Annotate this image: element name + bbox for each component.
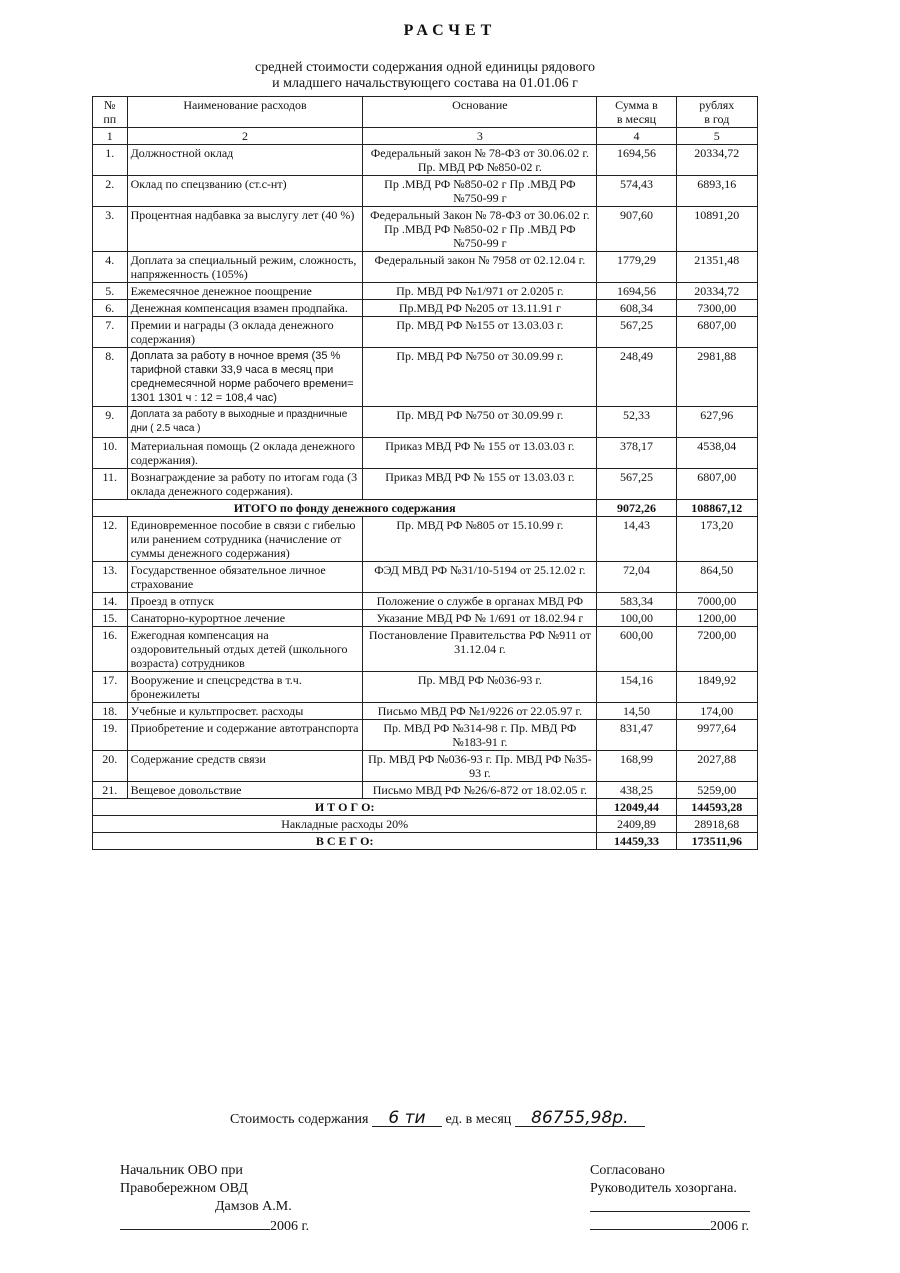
row-basis: ФЭД МВД РФ №31/10-5194 от 25.12.02 г.	[363, 562, 597, 593]
row-name: Проезд в отпуск	[127, 593, 363, 610]
row-year: 10891,20	[676, 207, 757, 252]
row-year: 20334,72	[676, 145, 757, 176]
row-number: 1.	[93, 145, 128, 176]
total-label: И Т О Г О:	[93, 799, 597, 816]
table-row	[93, 283, 758, 300]
sig-right-line1: Согласовано	[590, 1163, 665, 1178]
sig-right-line2: Руководитель хозоргана.	[590, 1181, 737, 1196]
header-name: Наименование расходов	[127, 97, 363, 128]
row-number: 17.	[93, 672, 128, 703]
row-year: 1200,00	[676, 610, 757, 627]
table-row	[93, 720, 758, 751]
col-number-3: 3	[363, 128, 597, 145]
row-basis: Пр. МВД РФ №036-93 г. Пр. МВД РФ №35-93 г.	[363, 751, 597, 782]
col-number-1: 1	[93, 128, 128, 145]
row-month: 1694,56	[597, 145, 676, 176]
header-rub: рублях в год	[676, 97, 757, 128]
table-row	[93, 610, 758, 627]
row-month: 154,16	[597, 672, 676, 703]
sig-right-date-line	[590, 1216, 750, 1236]
row-name: Премии и награды (3 оклада денежного содержания)	[127, 317, 363, 348]
row-month: 52,33	[597, 407, 676, 438]
table-row	[93, 627, 758, 672]
grand-total-label: В С Е Г О:	[93, 833, 597, 850]
row-month: 248,49	[597, 348, 676, 407]
row-month: 567,25	[597, 317, 676, 348]
row-name: Единовременное пособие в связи с гибелью или ранением сотрудника (начисление от суммы денежного содержания)	[127, 517, 363, 562]
row-name: Доплата за работу в ночное время (35 % тарифной ставки 33,9 часа в месяц при среднемесячной норме рабочего времени= 1301 1301 ч : 12 = 108,4 час)	[127, 348, 363, 407]
row-basis: Федеральный закон № 78-ФЗ от 30.06.02 г. Пр. МВД РФ №850-02 г.	[363, 145, 597, 176]
row-year: 2981,88	[676, 348, 757, 407]
row-name: Должностной оклад	[127, 145, 363, 176]
sig-left-line1: Начальник ОВО при	[120, 1163, 243, 1178]
subtitle-line-1: средней стоимости содержания одной единицы рядового	[255, 60, 595, 75]
row-number: 4.	[93, 252, 128, 283]
row-number: 10.	[93, 438, 128, 469]
row-month: 567,25	[597, 469, 676, 500]
row-year: 6893,16	[676, 176, 757, 207]
grand-total-row	[93, 833, 758, 850]
row-number: 14.	[93, 593, 128, 610]
row-basis: Пр. МВД РФ №750 от 30.09.99 г.	[363, 348, 597, 407]
row-month: 1694,56	[597, 283, 676, 300]
row-name: Вещевое довольствие	[127, 782, 363, 799]
row-basis: Положение о службе в органах МВД РФ	[363, 593, 597, 610]
row-year: 4538,04	[676, 438, 757, 469]
table-row	[93, 145, 758, 176]
row-basis: Указание МВД РФ № 1/691 от 18.02.94 г	[363, 610, 597, 627]
row-name: Материальная помощь (2 оклада денежного содержания).	[127, 438, 363, 469]
row-name: Доплата за работу в выходные и праздничные дни ( 2.5 часа )	[127, 407, 363, 438]
row-number: 2.	[93, 176, 128, 207]
subtotal-row	[93, 500, 758, 517]
overhead-month: 2409,89	[597, 816, 676, 833]
col-number-5: 5	[676, 128, 757, 145]
row-year: 7000,00	[676, 593, 757, 610]
row-basis: Письмо МВД РФ №1/9226 от 22.05.97 г.	[363, 703, 597, 720]
subtitle-line-2: и младшего начальствующего состава на 01.01.06 г	[272, 76, 578, 91]
row-year: 173,20	[676, 517, 757, 562]
row-number: 6.	[93, 300, 128, 317]
row-number: 11.	[93, 469, 128, 500]
table-row	[93, 207, 758, 252]
row-year: 2027,88	[676, 751, 757, 782]
row-name: Приобретение и содержание автотранспорта	[127, 720, 363, 751]
table-row	[93, 703, 758, 720]
row-month: 100,00	[597, 610, 676, 627]
row-number: 3.	[93, 207, 128, 252]
overhead-label: Накладные расходы 20%	[93, 816, 597, 833]
row-basis: Пр. МВД РФ №1/971 от 2.0205 г.	[363, 283, 597, 300]
row-name: Вооружение и спецсредства в т.ч. бронежилеты	[127, 672, 363, 703]
row-number: 15.	[93, 610, 128, 627]
table-row	[93, 517, 758, 562]
document-title: РАСЧЕТ	[403, 22, 497, 39]
row-month: 907,60	[597, 207, 676, 252]
row-year: 5259,00	[676, 782, 757, 799]
row-month: 14,50	[597, 703, 676, 720]
col-number-4: 4	[597, 128, 676, 145]
header-row	[93, 97, 758, 128]
grand-total-year: 173511,96	[676, 833, 757, 850]
row-number: 12.	[93, 517, 128, 562]
row-name: Вознаграждение за работу по итогам года (3 оклада денежного содержания).	[127, 469, 363, 500]
row-number: 21.	[93, 782, 128, 799]
document-subtitle	[0, 60, 850, 92]
row-year: 174,00	[676, 703, 757, 720]
sig-left-date-line	[120, 1216, 309, 1236]
cost-table	[92, 96, 758, 850]
row-basis: Приказ МВД РФ № 155 от 13.03.03 г.	[363, 469, 597, 500]
table-row	[93, 751, 758, 782]
row-month: 583,34	[597, 593, 676, 610]
row-name: Учебные и культпросвет. расходы	[127, 703, 363, 720]
cost-line	[230, 1110, 645, 1128]
sig-left-line2: Правобережном ОВД	[120, 1181, 248, 1196]
row-number: 5.	[93, 283, 128, 300]
row-year: 21351,48	[676, 252, 757, 283]
signature-left	[120, 1162, 309, 1236]
overhead-year: 28918,68	[676, 816, 757, 833]
row-number: 19.	[93, 720, 128, 751]
table-row	[93, 672, 758, 703]
column-numbers-row	[93, 128, 758, 145]
row-basis: Приказ МВД РФ № 155 от 13.03.03 г.	[363, 438, 597, 469]
row-basis: Пр. МВД РФ №036-93 г.	[363, 672, 597, 703]
row-year: 1849,92	[676, 672, 757, 703]
signature-blank	[120, 1216, 270, 1230]
row-month: 574,43	[597, 176, 676, 207]
subtotal-month: 9072,26	[597, 500, 676, 517]
row-name: Государственное обязательное личное страхование	[127, 562, 363, 593]
row-number: 20.	[93, 751, 128, 782]
row-basis: Федеральный Закон № 78-ФЗ от 30.06.02 г. Пр .МВД РФ №850-02 г Пр .МВД РФ №750-99 г	[363, 207, 597, 252]
row-month: 438,25	[597, 782, 676, 799]
row-month: 14,43	[597, 517, 676, 562]
table-row	[93, 252, 758, 283]
subtotal-year: 108867,12	[676, 500, 757, 517]
signature-right	[590, 1162, 750, 1236]
total-row	[93, 799, 758, 816]
row-month: 831,47	[597, 720, 676, 751]
row-basis: Федеральный закон № 7958 от 02.12.04 г.	[363, 252, 597, 283]
row-number: 7.	[93, 317, 128, 348]
sig-left-date: 2006 г.	[270, 1219, 310, 1234]
row-year: 864,50	[676, 562, 757, 593]
cost-prefix: Стоимость содержания	[230, 1112, 369, 1127]
row-number: 8.	[93, 348, 128, 407]
col-number-2: 2	[127, 128, 363, 145]
cost-middle: ед. в месяц	[445, 1112, 512, 1127]
row-year: 9977,64	[676, 720, 757, 751]
row-name: Ежегодная компенсация на оздоровительный отдых детей (школьного возраста) сотрудников	[127, 627, 363, 672]
row-number: 16.	[93, 627, 128, 672]
header-basis: Основание	[363, 97, 597, 128]
row-basis: Пр. МВД РФ №750 от 30.09.99 г.	[363, 407, 597, 438]
row-name: Ежемесячное денежное поощрение	[127, 283, 363, 300]
row-name: Доплата за специальный режим, сложность, напряженность (105%)	[127, 252, 363, 283]
row-month: 608,34	[597, 300, 676, 317]
handwritten-amount: 86755,98р.	[515, 1110, 645, 1127]
date-blank	[590, 1216, 710, 1230]
row-number: 18.	[93, 703, 128, 720]
row-name: Санаторно-курортное лечение	[127, 610, 363, 627]
row-number: 13.	[93, 562, 128, 593]
table-row	[93, 176, 758, 207]
row-month: 1779,29	[597, 252, 676, 283]
row-year: 6807,00	[676, 317, 757, 348]
header-no: № пп	[93, 97, 128, 128]
table-row	[93, 782, 758, 799]
signature-blank	[590, 1198, 750, 1212]
row-month: 378,17	[597, 438, 676, 469]
table-row	[93, 348, 758, 407]
row-name: Денежная компенсация взамен продпайка.	[127, 300, 363, 317]
row-name: Оклад по спецзванию (ст.с-нт)	[127, 176, 363, 207]
overhead-row	[93, 816, 758, 833]
table-row	[93, 407, 758, 438]
row-year: 6807,00	[676, 469, 757, 500]
row-basis: Письмо МВД РФ №26/6-872 от 18.02.05 г.	[363, 782, 597, 799]
sig-right-date: 2006 г.	[710, 1219, 750, 1234]
row-year: 7200,00	[676, 627, 757, 672]
handwritten-units: 6 ти	[372, 1110, 442, 1127]
table-row	[93, 469, 758, 500]
row-month: 168,99	[597, 751, 676, 782]
table-row	[93, 562, 758, 593]
row-year: 627,96	[676, 407, 757, 438]
row-year: 20334,72	[676, 283, 757, 300]
row-basis: Пр .МВД РФ №850-02 г Пр .МВД РФ №750-99 г	[363, 176, 597, 207]
row-month: 72,04	[597, 562, 676, 593]
grand-total-month: 14459,33	[597, 833, 676, 850]
row-name: Содержание средств связи	[127, 751, 363, 782]
row-basis: Пр. МВД РФ №314-98 г. Пр. МВД РФ №183-91 г.	[363, 720, 597, 751]
table-row	[93, 300, 758, 317]
row-basis: Постановление Правительства РФ №911 от 31.12.04 г.	[363, 627, 597, 672]
total-year: 144593,28	[676, 799, 757, 816]
row-basis: Пр. МВД РФ №155 от 13.03.03 г.	[363, 317, 597, 348]
row-month: 600,00	[597, 627, 676, 672]
row-basis: Пр. МВД РФ №805 от 15.10.99 г.	[363, 517, 597, 562]
row-name: Процентная надбавка за выслугу лет (40 %)	[127, 207, 363, 252]
row-basis: Пр.МВД РФ №205 от 13.11.91 г	[363, 300, 597, 317]
subtotal-label: ИТОГО по фонду денежного содержания	[93, 500, 597, 517]
table-row	[93, 438, 758, 469]
table-row	[93, 317, 758, 348]
table-row	[93, 593, 758, 610]
total-month: 12049,44	[597, 799, 676, 816]
sig-left-name: Дамзов А.М.	[215, 1199, 292, 1214]
row-number: 9.	[93, 407, 128, 438]
header-sum: Сумма в в месяц	[597, 97, 676, 128]
row-year: 7300,00	[676, 300, 757, 317]
